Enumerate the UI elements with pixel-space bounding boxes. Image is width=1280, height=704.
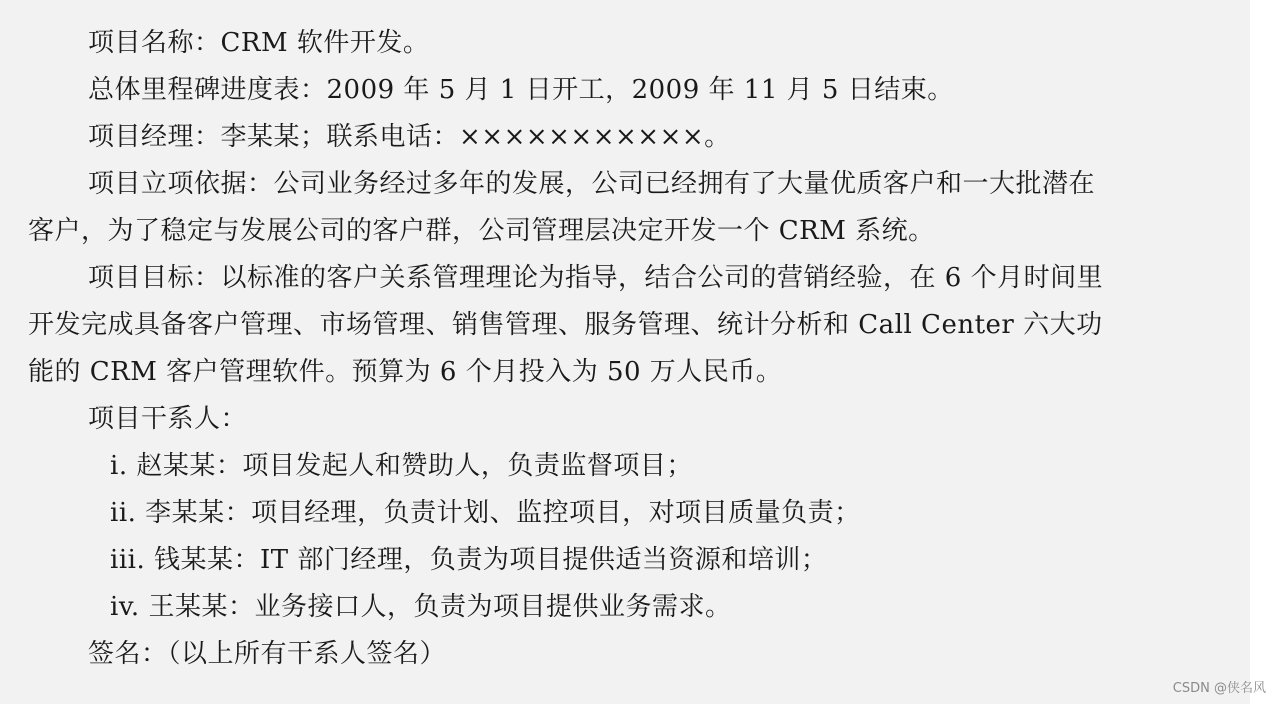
project-basis-line-1: 项目立项依据：公司业务经过多年的发展，公司已经拥有了大量优质客户和一大批潜在	[88, 169, 1096, 199]
milestone-line: 总体里程碑进度表：2009 年 5 月 1 日开工，2009 年 11 月 5 日结束。	[88, 75, 954, 105]
stakeholder-item: i. 赵某某：项目发起人和赞助人，负责监督项目；	[110, 451, 693, 481]
project-manager-line: 项目经理：李某某；联系电话：×××××××××××。	[88, 122, 731, 152]
project-goal-line-2: 开发完成具备客户管理、市场管理、销售管理、服务管理、统计分析和 Call Center 六大功	[28, 310, 1103, 340]
stakeholders-heading: 项目干系人：	[88, 404, 248, 434]
stakeholder-item: iii. 钱某某：IT 部门经理，负责为项目提供适当资源和培训；	[110, 545, 828, 575]
stakeholder-item: iv. 王某某：业务接口人，负责为项目提供业务需求。	[110, 592, 732, 622]
stakeholder-item: ii. 李某某：项目经理，负责计划、监控项目，对项目质量负责；	[110, 498, 861, 528]
project-goal-line-1: 项目目标：以标准的客户关系管理理论为指导，结合公司的营销经验，在 6 个月时间里	[88, 263, 1104, 293]
csdn-watermark: CSDN @侠名风	[1172, 681, 1266, 696]
signature-line: 签名：（以上所有干系人签名）	[88, 639, 447, 669]
project-basis-line-2: 客户，为了稳定与发展公司的客户群，公司管理层决定开发一个 CRM 系统。	[28, 216, 935, 246]
project-name-line: 项目名称：CRM 软件开发。	[88, 28, 430, 58]
project-goal-line-3: 能的 CRM 客户管理软件。预算为 6 个月投入为 50 万人民币。	[28, 357, 783, 387]
